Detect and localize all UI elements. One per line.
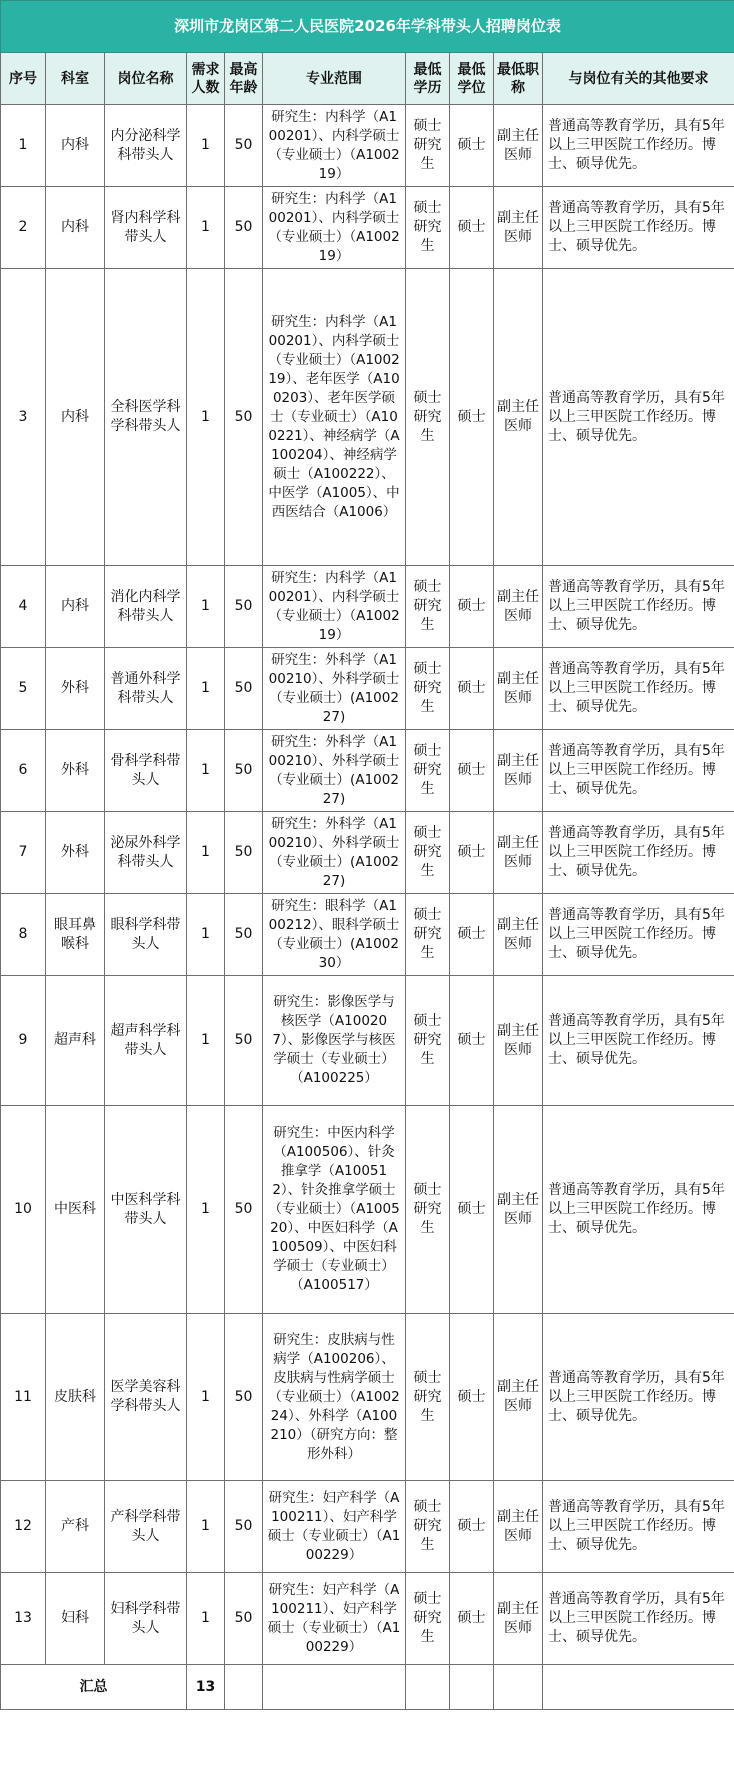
cell-degree: 硕士 [450,812,494,894]
cell-major: 研究生：内科学（A100201）、内科学硕士（专业硕士）（A100219） [263,105,406,187]
cell-title: 副主任医师 [494,1573,543,1665]
cell-no: 10 [1,1106,46,1314]
summary-empty [494,1665,543,1710]
cell-degree: 硕士 [450,566,494,648]
cell-edu: 硕士研究生 [406,1314,450,1481]
cell-age: 50 [225,894,263,976]
cell-degree: 硕士 [450,894,494,976]
cell-major: 研究生：妇产科学（A100211）、妇产科学硕士（专业硕士）（A100229） [263,1573,406,1665]
cell-dept: 超声科 [46,976,105,1106]
cell-edu: 硕士研究生 [406,269,450,566]
cell-position: 产科学科带头人 [105,1481,187,1573]
cell-no: 7 [1,812,46,894]
cell-other: 普通高等教育学历，具有5年以上三甲医院工作经历。博士、硕导优先。 [543,648,734,730]
cell-edu: 硕士研究生 [406,648,450,730]
cell-major: 研究生：外科学（A100210）、外科学硕士（专业硕士）(A100227) [263,812,406,894]
cell-no: 11 [1,1314,46,1481]
cell-count: 1 [187,894,225,976]
cell-dept: 内科 [46,566,105,648]
cell-age: 50 [225,269,263,566]
cell-title: 副主任医师 [494,648,543,730]
header-position: 岗位名称 [105,53,187,105]
table-row [1,269,734,566]
cell-age: 50 [225,1481,263,1573]
cell-position: 全科医学科学科带头人 [105,269,187,566]
cell-dept: 内科 [46,269,105,566]
cell-title: 副主任医师 [494,187,543,269]
cell-other: 普通高等教育学历，具有5年以上三甲医院工作经历。博士、硕导优先。 [543,269,734,566]
cell-major: 研究生：外科学（A100210）、外科学硕士（专业硕士）(A100227) [263,648,406,730]
cell-dept: 外科 [46,812,105,894]
header-major: 专业范围 [263,53,406,105]
cell-count: 1 [187,1573,225,1665]
summary-empty [225,1665,263,1710]
cell-count: 1 [187,1106,225,1314]
cell-other: 普通高等教育学历，具有5年以上三甲医院工作经历。博士、硕导优先。 [543,1573,734,1665]
cell-position: 骨科学科带头人 [105,730,187,812]
header-count: 需求人数 [187,53,225,105]
cell-no: 6 [1,730,46,812]
cell-degree: 硕士 [450,105,494,187]
cell-position: 眼科学科带头人 [105,894,187,976]
cell-age: 50 [225,1573,263,1665]
summary-empty [406,1665,450,1710]
cell-count: 1 [187,105,225,187]
cell-no: 1 [1,105,46,187]
cell-title: 副主任医师 [494,1481,543,1573]
cell-no: 4 [1,566,46,648]
cell-position: 中医科学科带头人 [105,1106,187,1314]
cell-count: 1 [187,187,225,269]
cell-major: 研究生：内科学（A100201）、内科学硕士（专业硕士）（A100219） [263,187,406,269]
cell-degree: 硕士 [450,187,494,269]
cell-major: 研究生：外科学（A100210）、外科学硕士（专业硕士）(A100227) [263,730,406,812]
cell-count: 1 [187,812,225,894]
header-no: 序号 [1,53,46,105]
table-row [1,648,734,730]
cell-title: 副主任医师 [494,894,543,976]
cell-position: 消化内科学科带头人 [105,566,187,648]
header-edu: 最低学历 [406,53,450,105]
cell-title: 副主任医师 [494,730,543,812]
cell-major: 研究生：皮肤病与性病学（A100206）、皮肤病与性病学硕士（专业硕士）（A100224）、外科学（A100210）（研究方向：整形外科） [263,1314,406,1481]
summary-row [1,1665,734,1710]
cell-dept: 眼耳鼻喉科 [46,894,105,976]
cell-age: 50 [225,1106,263,1314]
table-row [1,976,734,1106]
table-row [1,1481,734,1573]
header-degree: 最低学位 [450,53,494,105]
table-row [1,812,734,894]
table-title: 深圳市龙岗区第二人民医院2026年学科带头人招聘岗位表 [1,1,734,53]
cell-edu: 硕士研究生 [406,976,450,1106]
cell-position: 普通外科学科带头人 [105,648,187,730]
cell-count: 1 [187,269,225,566]
cell-age: 50 [225,105,263,187]
table-row [1,894,734,976]
cell-major: 研究生：妇产科学（A100211）、妇产科学硕士（专业硕士）（A100229） [263,1481,406,1573]
cell-position: 肾内科学科带头人 [105,187,187,269]
cell-other: 普通高等教育学历，具有5年以上三甲医院工作经历。博士、硕导优先。 [543,105,734,187]
cell-edu: 硕士研究生 [406,730,450,812]
cell-edu: 硕士研究生 [406,105,450,187]
table-row [1,1314,734,1481]
summary-empty [450,1665,494,1710]
cell-no: 12 [1,1481,46,1573]
cell-age: 50 [225,730,263,812]
cell-dept: 外科 [46,648,105,730]
cell-other: 普通高等教育学历，具有5年以上三甲医院工作经历。博士、硕导优先。 [543,187,734,269]
cell-count: 1 [187,730,225,812]
cell-dept: 内科 [46,105,105,187]
cell-dept: 外科 [46,730,105,812]
cell-title: 副主任医师 [494,566,543,648]
cell-degree: 硕士 [450,1314,494,1481]
summary-label: 汇总 [1,1665,187,1710]
cell-title: 副主任医师 [494,976,543,1106]
cell-age: 50 [225,1314,263,1481]
cell-degree: 硕士 [450,269,494,566]
table-row [1,566,734,648]
cell-no: 2 [1,187,46,269]
cell-age: 50 [225,976,263,1106]
cell-other: 普通高等教育学历，具有5年以上三甲医院工作经历。博士、硕导优先。 [543,566,734,648]
cell-position: 超声科学科带头人 [105,976,187,1106]
cell-count: 1 [187,1481,225,1573]
cell-title: 副主任医师 [494,1314,543,1481]
cell-edu: 硕士研究生 [406,187,450,269]
cell-age: 50 [225,187,263,269]
cell-age: 50 [225,648,263,730]
cell-dept: 产科 [46,1481,105,1573]
cell-dept: 皮肤科 [46,1314,105,1481]
cell-position: 妇科学科带头人 [105,1573,187,1665]
cell-degree: 硕士 [450,976,494,1106]
cell-other: 普通高等教育学历，具有5年以上三甲医院工作经历。博士、硕导优先。 [543,1481,734,1573]
cell-major: 研究生：影像医学与核医学（A100207）、影像医学与核医学硕士（专业硕士）（A100225） [263,976,406,1106]
cell-other: 普通高等教育学历，具有5年以上三甲医院工作经历。博士、硕导优先。 [543,812,734,894]
cell-position: 泌尿外科学科带头人 [105,812,187,894]
cell-no: 3 [1,269,46,566]
cell-title: 副主任医师 [494,812,543,894]
cell-major: 研究生：中医内科学（A100506）、针灸推拿学（A100512）、针灸推拿学硕士（专业硕士）（A100520）、中医妇科学（A100509）、中医妇科学硕士（专业硕士）（A100517） [263,1106,406,1314]
table-row [1,1573,734,1665]
cell-age: 50 [225,566,263,648]
cell-count: 1 [187,1314,225,1481]
cell-degree: 硕士 [450,1481,494,1573]
header-row [1,53,734,105]
header-other: 与岗位有关的其他要求 [543,53,734,105]
cell-no: 5 [1,648,46,730]
table-row [1,1106,734,1314]
cell-major: 研究生：眼科学（A100212）、眼科学硕士（专业硕士）(A100230） [263,894,406,976]
table-row [1,105,734,187]
cell-major: 研究生：内科学（A100201）、内科学硕士（专业硕士）（A100219） [263,566,406,648]
cell-no: 9 [1,976,46,1106]
cell-edu: 硕士研究生 [406,1573,450,1665]
cell-title: 副主任医师 [494,105,543,187]
cell-edu: 硕士研究生 [406,894,450,976]
cell-other: 普通高等教育学历，具有5年以上三甲医院工作经历。博士、硕导优先。 [543,730,734,812]
cell-degree: 硕士 [450,730,494,812]
cell-other: 普通高等教育学历，具有5年以上三甲医院工作经历。博士、硕导优先。 [543,976,734,1106]
cell-no: 8 [1,894,46,976]
cell-degree: 硕士 [450,1106,494,1314]
cell-other: 普通高等教育学历，具有5年以上三甲医院工作经历。博士、硕导优先。 [543,1106,734,1314]
cell-major: 研究生：内科学（A100201）、内科学硕士（专业硕士）（A100219）、老年医学（A100203）、老年医学硕士（专业硕士）（A100221）、神经病学（A100204）、神经病学硕士（A100222）、中医学（A1005）、中西医结合（A1006） [263,269,406,566]
summary-total: 13 [187,1665,225,1710]
cell-no: 13 [1,1573,46,1665]
cell-other: 普通高等教育学历，具有5年以上三甲医院工作经历。博士、硕导优先。 [543,1314,734,1481]
cell-edu: 硕士研究生 [406,1481,450,1573]
cell-dept: 妇科 [46,1573,105,1665]
header-age: 最高年龄 [225,53,263,105]
table-row [1,187,734,269]
summary-empty [543,1665,734,1710]
cell-count: 1 [187,648,225,730]
cell-edu: 硕士研究生 [406,1106,450,1314]
cell-edu: 硕士研究生 [406,812,450,894]
cell-position: 内分泌科学科带头人 [105,105,187,187]
header-title: 最低职称 [494,53,543,105]
cell-count: 1 [187,976,225,1106]
cell-dept: 中医科 [46,1106,105,1314]
cell-degree: 硕士 [450,648,494,730]
cell-edu: 硕士研究生 [406,566,450,648]
header-dept: 科室 [46,53,105,105]
cell-count: 1 [187,566,225,648]
cell-degree: 硕士 [450,1573,494,1665]
cell-age: 50 [225,812,263,894]
cell-other: 普通高等教育学历，具有5年以上三甲医院工作经历。博士、硕导优先。 [543,894,734,976]
cell-position: 医学美容科学科带头人 [105,1314,187,1481]
cell-dept: 内科 [46,187,105,269]
summary-empty [263,1665,406,1710]
table-row [1,730,734,812]
cell-title: 副主任医师 [494,269,543,566]
cell-title: 副主任医师 [494,1106,543,1314]
